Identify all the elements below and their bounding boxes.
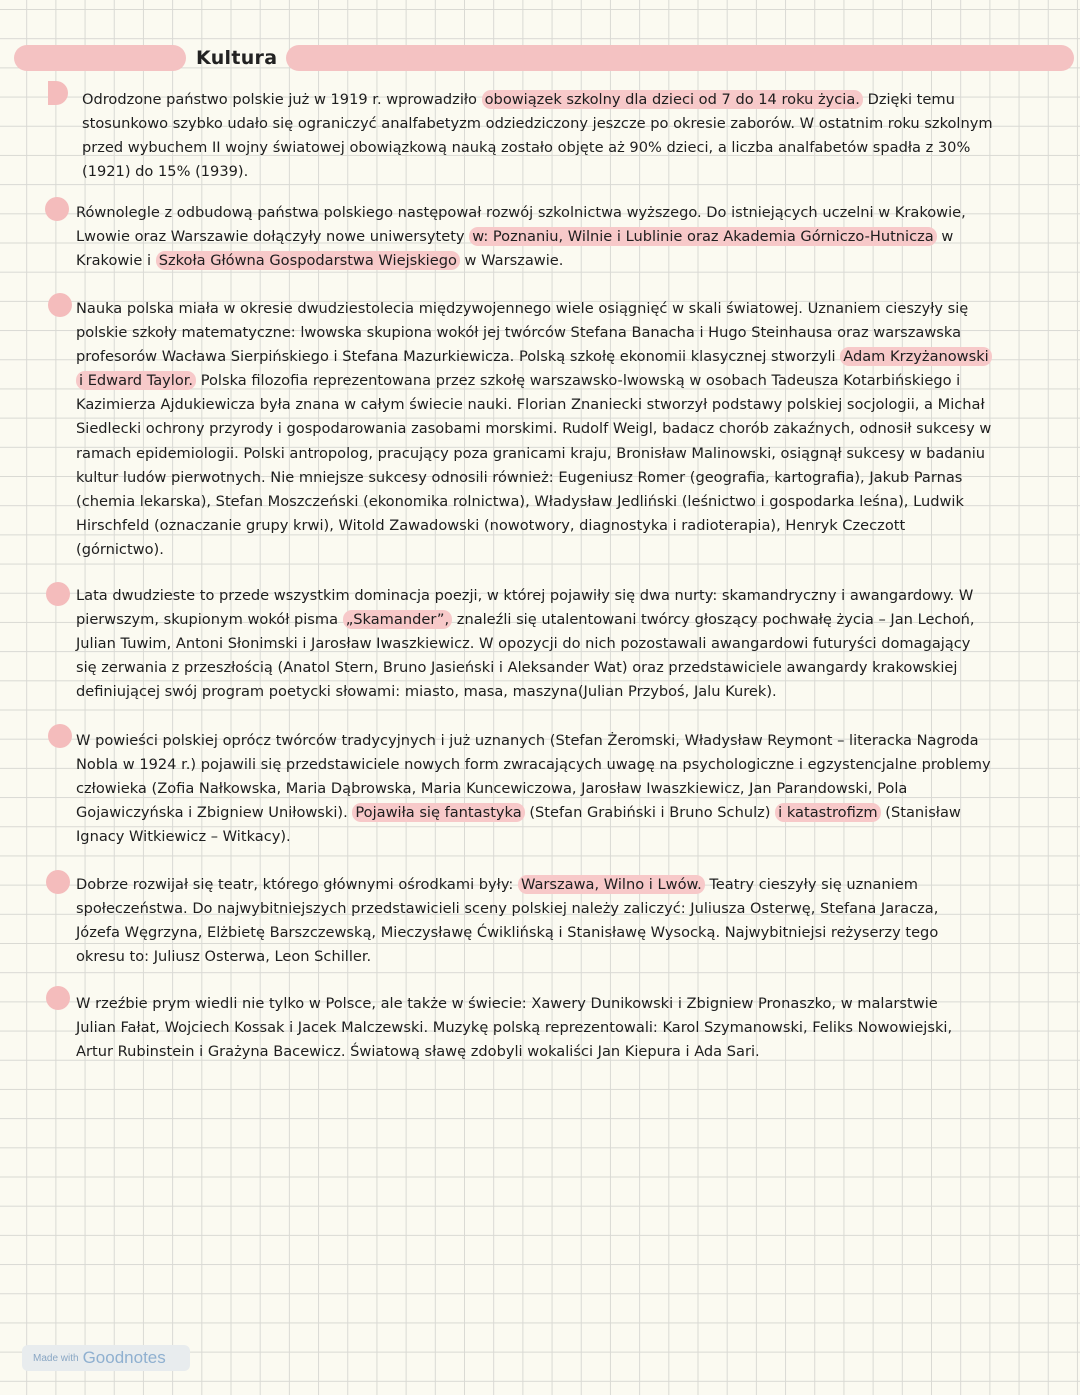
text-segment: W rzeźbie prym wiedli nie tylko w Polsce, ale także w świecie: Xawery Dunikowski i Zbigniew Pronaszko, w malarstwie [76, 995, 938, 1012]
text-line [76, 225, 1038, 249]
brand-label: Goodnotes [82, 1348, 166, 1367]
goodnotes-watermark [22, 1345, 190, 1371]
bullet-marker [45, 197, 69, 221]
text-line [76, 873, 1038, 897]
page-title: Kultura [196, 47, 278, 69]
paragraph [76, 992, 1038, 1064]
text-line [76, 297, 1038, 321]
text-segment: definiującej swój program poetycki słowami: miasto, masa, maszyna(Julian Przyboś, Jalu Kurek). [76, 683, 777, 701]
text-line [76, 466, 1038, 490]
text-line [76, 538, 1038, 562]
paragraph [82, 88, 1044, 184]
text-segment: (górnictwo). [76, 540, 164, 558]
highlighted-text: i Edward Taylor. [76, 371, 196, 390]
text-line [76, 417, 1038, 441]
highlighted-text: w: Poznaniu, Wilnie i Lublinie oraz Akademia Górniczo-Hutnicza [469, 227, 937, 246]
highlighted-text: obowiązek szkolny dla dzieci od 7 do 14 roku życia. [482, 90, 863, 109]
text-segment: Kazimierza Ajdukiewicza była znana w całym świecie nauki. Florian Znaniecki stworzył podstawy polskiej socjologii, a Michał [76, 396, 985, 414]
text-segment: w Warszawie. [459, 252, 564, 270]
text-line [76, 514, 1038, 538]
text-segment: przed wybuchem II wojny światowej obowiązkową nauką zostało objęte aż 90% dzieci, a liczba analfabetów spadła z 30% [82, 139, 971, 157]
text-segment: (Stanisław [880, 804, 961, 822]
text-segment: Lwowie oraz Warszawie dołączyły nowe uniwersytety [76, 228, 470, 246]
bullet-marker [48, 293, 72, 317]
text-line [76, 753, 1038, 777]
text-segment: znaleźli się utalentowani twórcy głoszący pochwałę życia – Jan Lechoń, [452, 611, 975, 629]
text-line [76, 490, 1038, 514]
text-segment: Siedlecki ochrony przyrody i gospodarowania zasobami morskimi. Rudolf Weigl, badacz chorób zakaźnych, odnosił sukcesy w [76, 420, 992, 438]
bullet-marker [46, 870, 70, 894]
highlighted-text: Pojawiła się fantastyka [352, 803, 524, 822]
text-segment: (chemia lekarska), Stefan Moszczeński (ekonomika rolnictwa), Władysław Jedliński (leśnictwo i gospodarka leśna), Ludwik [76, 492, 964, 510]
text-line [76, 393, 1038, 417]
text-line [76, 1016, 1038, 1040]
text-segment: kultur ludów pierwotnych. Nie mniejsze sukcesy odnosili również: Eugeniusz Romer (geografia, kartografia), Jakub Parnas [76, 468, 963, 486]
paragraph [76, 201, 1038, 273]
text-segment: polskie szkoły matematyczne: lwowska skupiona wokół jej twórców Stefana Banacha i Hugo Steinhausa oraz warszawska [76, 324, 962, 342]
text-line [76, 345, 1038, 369]
bullet-marker [48, 81, 68, 105]
paragraph [76, 297, 1038, 562]
bullet-marker [46, 986, 70, 1010]
text-line [76, 1040, 1038, 1064]
text-line [76, 656, 1038, 680]
text-segment: pierwszym, skupionym wokół pisma [76, 611, 343, 629]
text-line [76, 729, 1038, 753]
text-line [76, 201, 1038, 225]
text-segment: Odrodzone państwo polskie już w 1919 r. wprowadziło [82, 91, 482, 108]
text-line [76, 825, 1038, 849]
highlighted-text: Adam Krzyżanowski [840, 347, 991, 366]
text-line [76, 632, 1038, 656]
text-segment: Józefa Węgrzyna, Elżbietę Barszczewską, Mieczysławę Ćwiklińską i Stanisławę Wysocką. Najwybitniejsi reżyserzy tego [76, 924, 939, 942]
text-segment: Gojawiczyńska i Zbigniew Uniłowski). [76, 804, 353, 822]
text-line [76, 442, 1038, 466]
highlighted-text: Warszawa, Wilno i Lwów. [518, 875, 705, 894]
text-segment: (Stefan Grabiński i Bruno Schulz) [524, 804, 776, 822]
text-segment: Polska filozofia reprezentowana przez szkołę warszawsko-lwowską w osobach Tadeusza Kotarbińskiego i [196, 372, 961, 390]
text-segment: społeczeństwa. Do najwybitniejszych przedstawicieli sceny polskiej należy zaliczyć: Juliusza Osterwę, Stefana Jaracza, [76, 900, 939, 918]
text-line [76, 992, 1038, 1016]
text-segment: W powieści polskiej oprócz twórców tradycyjnych i już uznanych (Stefan Żeromski, Władysław Reymont – literacka Nagroda [76, 732, 979, 749]
text-line [76, 777, 1038, 801]
text-line [76, 945, 1038, 969]
paragraph [76, 584, 1038, 704]
text-segment: Teatry cieszyły się uznaniem [704, 876, 918, 893]
text-segment: (1921) do 15% (1939). [82, 163, 249, 181]
text-line [76, 801, 1038, 825]
text-line [76, 584, 1038, 608]
paragraph [76, 873, 1038, 969]
text-line [76, 369, 1038, 393]
text-segment: Dobrze rozwijał się teatr, którego głównymi ośrodkami były: [76, 876, 518, 893]
text-segment: Nobla w 1924 r.) pojawili się przedstawiciele nowych form zwracających uwagę na psychologiczne i egzystencjalne problemy [76, 756, 991, 774]
text-segment: Równolegle z odbudową państwa polskiego następował rozwój szkolnictwa wyższego. Do istniejących uczelni w Krakowie, [76, 204, 966, 221]
text-segment: Nauka polska miała w okresie dwudziestolecia międzywojennego wiele osiągnięć w skali światowej. Uznaniem cieszyły się [76, 300, 969, 317]
text-segment: w [936, 228, 954, 246]
text-segment: człowieka (Zofia Nałkowska, Maria Dąbrowska, Maria Kuncewiczowa, Jarosław Iwaszkiewicz, Jan Parandowski, Pola [76, 780, 908, 798]
text-line [82, 112, 1044, 136]
text-segment: Lata dwudzieste to przede wszystkim dominacja poezji, w której pojawiły się dwa nurty: skamandryczny i awangardowy. W [76, 587, 974, 604]
text-line [76, 608, 1038, 632]
text-segment: się zerwania z przeszłością (Anatol Stern, Bruno Jasieński i Aleksander Wat) oraz przedstawiciele awangardy krakowskiej [76, 659, 958, 677]
text-segment: Julian Fałat, Wojciech Kossak i Jacek Malczewski. Muzykę polską reprezentowali: Karol Szymanowski, Feliks Nowowiejski, [76, 1019, 953, 1037]
text-line [76, 249, 1038, 273]
text-segment: okresu to: Juliusz Osterwa, Leon Schiller. [76, 948, 372, 966]
text-segment: stosunkowo szybko udało się ograniczyć analfabetyzm odziedziczony jeszcze po okresie zaborów. W ostatnim roku szkolnym [82, 115, 993, 133]
text-segment: Krakowie i [76, 252, 156, 270]
text-line [76, 321, 1038, 345]
highlighted-text: „Skamander”, [343, 610, 452, 629]
text-line [76, 680, 1038, 704]
highlighted-text: Szkoła Główna Gospodarstwa Wiejskiego [156, 251, 460, 270]
made-with-label: Made with [33, 1352, 79, 1364]
text-line [76, 921, 1038, 945]
text-line [82, 88, 1044, 112]
paragraph [76, 729, 1038, 849]
title-bar-right-decoration [286, 45, 1074, 71]
text-line [82, 160, 1044, 184]
text-segment: Artur Rubinstein i Grażyna Bacewicz. Światową sławę zdobyli wokaliści Jan Kiepura i Ada Sari. [76, 1043, 760, 1061]
bullet-marker [46, 582, 70, 606]
text-segment: Hirschfeld (oznaczanie grupy krwi), Witold Zawadowski (nowotwory, diagnostyka i radioterapia), Henryk Czeczott [76, 516, 906, 534]
text-segment: Dzięki temu [862, 91, 955, 108]
text-segment: Julian Tuwim, Antoni Słonimski i Jarosław Iwaszkiewicz. W opozycji do nich pozostawali awangardowi futuryści domagający [76, 635, 971, 653]
text-line [82, 136, 1044, 160]
text-segment: ramach epidemiologii. Polski antropolog, pracujący poza granicami kraju, Bronisław Malinowski, osiągnął sukcesy w badaniu [76, 444, 986, 462]
bullet-marker [48, 724, 72, 748]
text-segment: Ignacy Witkiewicz – Witkacy). [76, 828, 291, 846]
highlighted-text: i katastrofizm [775, 803, 881, 822]
text-segment: profesorów Wacława Sierpińskiego i Stefana Mazurkiewicza. Polską szkołę ekonomii klasycznej stworzyli [76, 348, 841, 366]
text-line [76, 897, 1038, 921]
title-bar-left-decoration [14, 45, 186, 71]
